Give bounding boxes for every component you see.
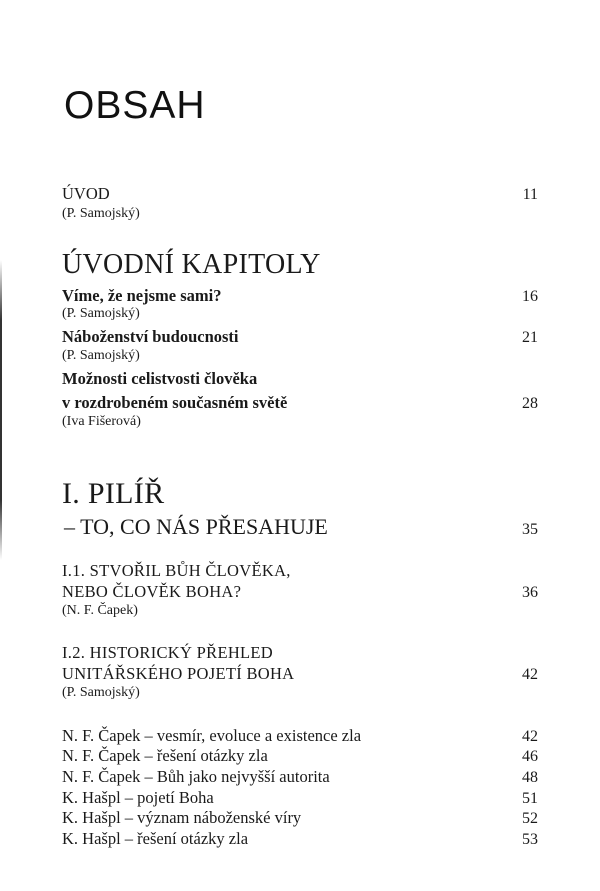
toc-entry-label: N. F. Čapek – vesmír, evoluce a existence zla [62, 726, 362, 745]
toc-page-number: 51 [522, 790, 538, 807]
section-subheading: – TO, CO NÁS PŘESAHUJE [64, 514, 328, 539]
toc-section-label: NEBO ČLOVĚK BOHA? [62, 582, 242, 601]
toc-page-number: 21 [522, 329, 538, 346]
toc-entry-author: (P. Samojský) [62, 348, 140, 363]
toc-entry[interactable] [62, 788, 538, 808]
toc-entry[interactable] [62, 327, 538, 347]
toc-section-label: UNITÁŘSKÉHO POJETÍ BOHA [62, 664, 295, 683]
toc-entry[interactable] [62, 726, 538, 746]
page-title: OBSAH [64, 84, 206, 127]
toc-entry-label: K. Hašpl – pojetí Boha [62, 788, 214, 807]
toc-entry-label: K. Hašpl – řešení otázky zla [62, 829, 249, 848]
toc-entry-label: ÚVOD [62, 184, 110, 203]
toc-section-label: I.1. STVOŘIL BŮH ČLOVĚKA, [62, 561, 291, 580]
toc-entry-label: Náboženství budoucnosti [62, 327, 239, 346]
toc-entry-label: Možnosti celistvosti člověka [62, 369, 258, 388]
toc-page-number: 28 [522, 395, 538, 412]
toc-entry[interactable] [62, 286, 538, 306]
toc-entry-line2[interactable] [62, 393, 538, 413]
toc-page-number: 53 [522, 831, 538, 848]
toc-section-line2[interactable] [62, 582, 538, 602]
toc-page-number: 42 [522, 728, 538, 745]
toc-entry-author: (P. Samojský) [62, 685, 140, 700]
toc-entry[interactable] [62, 767, 538, 787]
toc-entry-label: K. Hašpl – význam náboženské víry [62, 808, 302, 827]
toc-page-number: 16 [522, 288, 538, 305]
toc-page-number: 36 [522, 584, 538, 601]
scan-edge [0, 260, 2, 560]
toc-page-number: 46 [522, 748, 538, 765]
toc-entry-label: N. F. Čapek – řešení otázky zla [62, 746, 268, 765]
toc-entry-author: (P. Samojský) [62, 306, 140, 321]
toc-entry-label: Víme, že nejsme sami? [62, 286, 222, 305]
toc-entry-uvod[interactable] [62, 184, 538, 204]
toc-section-line2[interactable] [62, 664, 538, 684]
toc-entry-line1[interactable] [62, 369, 538, 389]
toc-page-number: 11 [522, 186, 538, 203]
toc-section-label: I.2. HISTORICKÝ PŘEHLED [62, 643, 274, 662]
toc-page-number: 42 [522, 666, 538, 683]
toc-section-line1[interactable] [62, 561, 538, 581]
toc-entry[interactable] [62, 808, 538, 828]
toc-entry[interactable] [62, 829, 538, 849]
toc-section-line1[interactable] [62, 643, 538, 663]
toc-entry-author: (P. Samojský) [62, 206, 140, 221]
toc-entry[interactable] [62, 746, 538, 766]
toc-page-number: 48 [522, 769, 538, 786]
toc-entry-pilir-subheading[interactable] [62, 514, 538, 540]
section-heading-pilir: I. PILÍŘ [62, 477, 165, 510]
toc-entry-author: (N. F. Čapek) [62, 603, 138, 618]
toc-entry-label: v rozdrobeném současném světě [62, 393, 288, 412]
toc-page-number: 52 [522, 810, 538, 827]
section-heading-uvodni-kapitoly: ÚVODNÍ KAPITOLY [62, 249, 321, 280]
toc-entry-author: (Iva Fišerová) [62, 414, 141, 429]
toc-page-number: 35 [522, 521, 538, 538]
toc-entry-label: N. F. Čapek – Bůh jako nejvyšší autorita [62, 767, 330, 786]
